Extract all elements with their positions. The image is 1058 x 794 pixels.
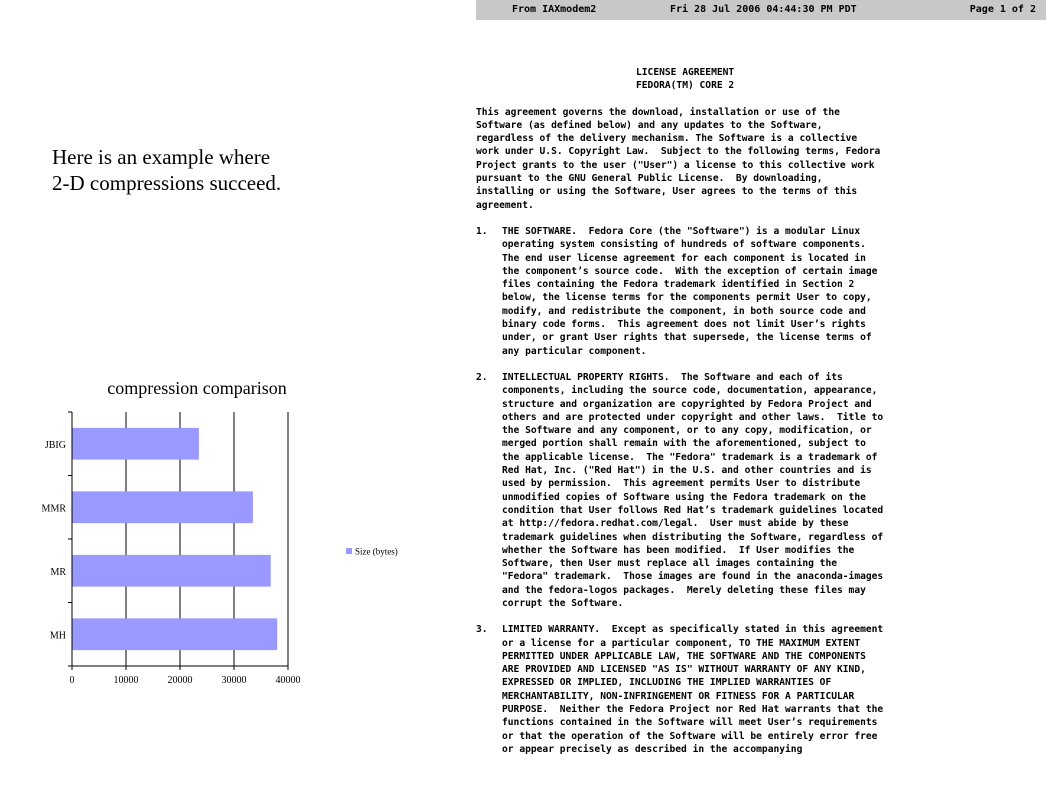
doc-item-number: 1.: [476, 225, 488, 237]
doc-item: [476, 623, 1046, 756]
bar: [72, 555, 271, 587]
bar: [72, 491, 253, 523]
doc-title-line-1: LICENSE AGREEMENT: [636, 67, 735, 78]
caption-line-2: 2-D compressions succeed.: [52, 171, 282, 195]
doc-item: [476, 225, 1046, 358]
doc-item-text: THE SOFTWARE. Fedora Core (the "Software") is a modular Linux operating system consisting of hundreds of software components. The end user license agreement for each component is located in the component’s source code. With the exception of certain image files containing the Fedora trademark identified in Section 2 below, the license terms for the components permit User to copy, modify, and redistribute the component, in both source code and binary code forms. This agreement does not limit User’s rights under, or grant User rights that supersede, the license terms of any particular component.: [502, 225, 878, 357]
fax-header: [476, 0, 1046, 20]
fax-page: Page 1 of 2: [969, 4, 1036, 15]
compression-chart: [0, 0, 476, 794]
x-tick-label: 40000: [275, 675, 301, 686]
bar: [72, 428, 199, 460]
doc-intro: This agreement governs the download, installation or use of the Software (as defined below) and any updates to the Software, regardless of the delivery mechanism. The Software is a collective work under U.S. Copyright Law. Subject to the following terms, Fedora Project grants to the user ("User") a license to this collective work pursuant to the GNU General Public License. By downloading, installing or using the Software, User agrees to the terms of this agreement.: [476, 106, 881, 211]
chart-title: compression comparison: [107, 378, 287, 398]
doc-title-line-2: FEDORA(TM) CORE 2: [636, 80, 735, 92]
legend-swatch: [346, 548, 352, 554]
bar: [72, 618, 277, 650]
category-label: MMR: [41, 503, 66, 515]
doc-item-text: INTELLECTUAL PROPERTY RIGHTS. The Software and each of its components, including the source code, documentation, appearance, structure and organization are copyrighted by Fedora Project and others and are protected under copyright and other laws. Title to the Software and any component, or to any copy, modification, or merged portion shall remain with the aforementioned, subject to the applicable license. The "Fedora" trademark is a trademark of Red Hat, Inc. ("Red Hat") in the U.S. and other countries and is used by permission. This agreement permits User to distribute unmodified copies of Software using the Fedora trademark on the condition that User follows Red Hat’s trademark guidelines located at http://fedora.redhat.com/legal. User must abide by these trademark guidelines when distributing the Software, regardless of whether the Software has been modified. If User modifies the Software, then User must replace all images containing the "Fedora" trademark. Those images are found in the anaconda-images and the fedora-logos packages. Merely deleting these files may corrupt the Software.: [502, 371, 884, 609]
x-tick-label: 0: [69, 675, 75, 686]
legend-label: Size (bytes): [355, 546, 398, 557]
x-tick-label: 10000: [113, 675, 139, 686]
x-tick-label: 30000: [221, 675, 247, 686]
fax-date: Fri 28 Jul 2006 04:44:30 PM PDT: [670, 4, 857, 15]
caption-line-1: Here is an example where: [52, 145, 271, 169]
x-tick-label: 20000: [167, 675, 193, 686]
doc-item-text: LIMITED WARRANTY. Except as specifically stated in this agreement or a license for a particular component, TO THE MAXIMUM EXTENT PERMITTED UNDER APPLICABLE LAW, THE SOFTWARE AND THE COMPONENTS ARE PROVIDED AND LICENSED "AS IS" WITHOUT WARRANTY OF ANY KIND, EXPRESSED OR IMPLIED, INCLUDING THE IMPLIED WARRANTIES OF MERCHANTABILITY, NON-INFRINGEMENT OR FITNESS FOR A PARTICULAR PURPOSE. Neither the Fedora Project nor Red Hat warrants that the functions contained in the Software will meet User’s requirements or that the operation of the Software will be entirely error free or appear precisely as described in the accompanying: [502, 624, 884, 755]
category-label: MH: [49, 630, 66, 642]
category-label: JBIG: [44, 439, 66, 451]
doc-item-number: 2.: [476, 371, 488, 383]
category-label: MR: [50, 566, 66, 578]
fax-from: From IAXmodem2: [512, 4, 597, 15]
doc-item: [476, 371, 1046, 610]
doc-item-number: 3.: [476, 624, 488, 636]
license-document: [476, 66, 1046, 756]
